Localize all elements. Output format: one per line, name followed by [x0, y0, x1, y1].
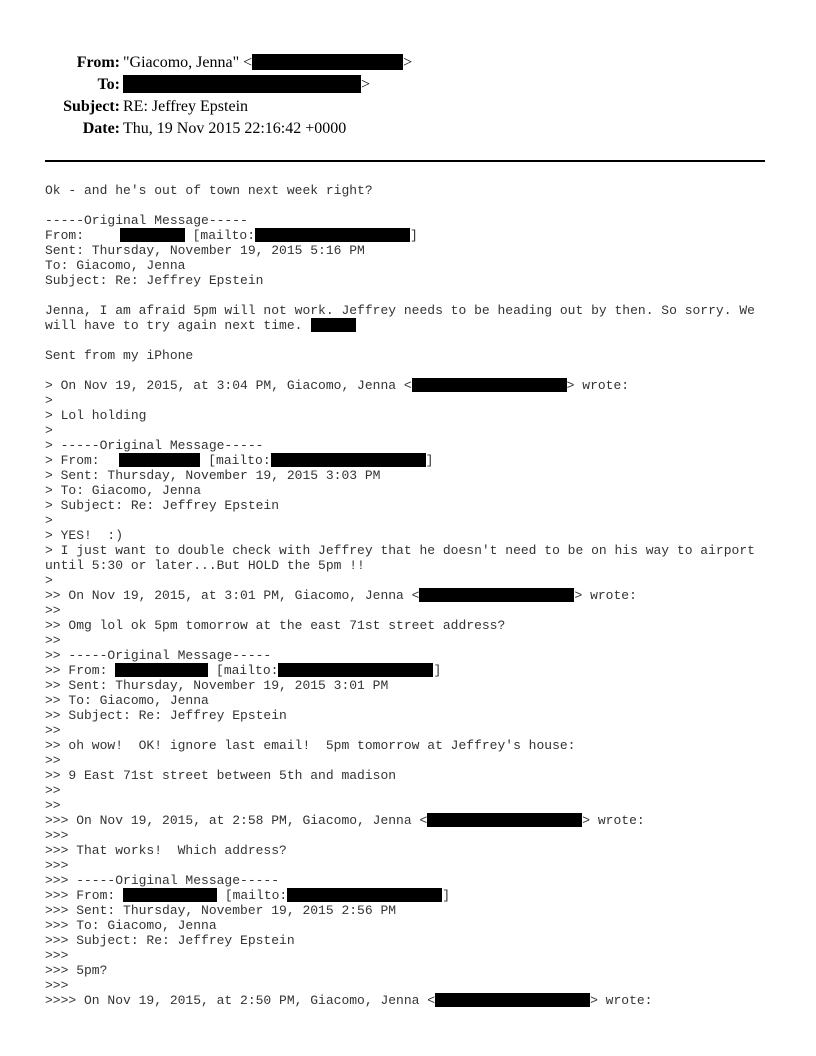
quoted-original-message-divider: > -----Original Message-----: [45, 438, 264, 453]
to-field: [0, 74, 816, 96]
attribution-prefix: >>> On Nov 19, 2015, at 2:58 PM, Giacomo, Jenna <: [45, 813, 428, 828]
mailto-prefix: [mailto:: [208, 663, 279, 678]
redaction-box: [412, 378, 567, 392]
redaction-box: [311, 318, 356, 332]
signature-line: Sent from my iPhone: [45, 348, 194, 363]
quote-marker-line: >>: [45, 798, 61, 813]
quote-attribution-line: [45, 813, 775, 828]
quoted-sent-line: >>> Sent: Thursday, November 19, 2015 2:56 PM: [45, 903, 397, 918]
mailto-prefix: [mailto:: [184, 228, 256, 243]
from-field: [0, 52, 816, 74]
redaction-box: [252, 54, 403, 70]
quoted-text-line: > YES! :): [45, 528, 124, 543]
attribution-prefix: >>>> On Nov 19, 2015, at 2:50 PM, Giacomo, Jenna <: [45, 993, 436, 1008]
original-subject-line: Subject: Re: Jeffrey Epstein: [45, 273, 264, 288]
subject-label: Subject:: [63, 98, 120, 115]
redaction-box: [255, 228, 410, 242]
quote-marker-line: >: [45, 573, 53, 588]
quoted-from-line: [45, 888, 775, 903]
quoted-text-line: until 5:30 or later...But HOLD the 5pm !!: [45, 558, 365, 573]
mailto-close: ]: [425, 453, 434, 468]
quoted-to-line: > To: Giacomo, Jenna: [45, 483, 202, 498]
quote-attribution-line: [45, 993, 775, 1008]
redaction-box: [287, 888, 442, 902]
quoted-original-message-divider: >> -----Original Message-----: [45, 648, 272, 663]
quote-marker-line: >>>: [45, 828, 69, 843]
quote-marker-line: >>: [45, 603, 61, 618]
message-text: will have to try again next time.: [45, 318, 311, 333]
attribution-prefix: >> On Nov 19, 2015, at 3:01 PM, Giacomo, Jenna <: [45, 588, 420, 603]
to-label: To:: [97, 76, 120, 93]
quoted-address-line: >> 9 East 71st street between 5th and madison: [45, 768, 397, 783]
quoted-sent-line: >> Sent: Thursday, November 19, 2015 3:01 PM: [45, 678, 389, 693]
attribution-suffix: > wrote:: [582, 813, 645, 828]
quote-marker-line: >>>: [45, 978, 69, 993]
redaction-box: [120, 228, 185, 242]
date-value: Thu, 19 Nov 2015 22:16:42 +0000: [123, 120, 347, 137]
redaction-box: [271, 453, 426, 467]
quoted-to-line: >> To: Giacomo, Jenna: [45, 693, 209, 708]
from-prefix: > From:: [45, 453, 108, 468]
quoted-subject-line: >>> Subject: Re: Jeffrey Epstein: [45, 933, 295, 948]
original-from-line: [45, 228, 775, 243]
quote-marker-line: >>: [45, 753, 61, 768]
quoted-text-line: >>> That works! Which address?: [45, 843, 287, 858]
quote-marker-line: >>: [45, 723, 61, 738]
mailto-close: ]: [410, 228, 418, 243]
quote-marker-line: >>: [45, 633, 61, 648]
quote-marker-line: >: [45, 513, 53, 528]
quoted-text-line: > Lol holding: [45, 408, 147, 423]
blank-line: [45, 363, 775, 378]
mailto-prefix: [mailto:: [217, 888, 288, 903]
subject-field: [0, 96, 816, 118]
email-body: [45, 183, 775, 1008]
redaction-box: [119, 453, 200, 467]
header-divider: [45, 160, 765, 162]
redaction-box: [123, 888, 217, 902]
email-header: [0, 0, 816, 150]
redaction-box: [419, 588, 574, 602]
quoted-subject-line: > Subject: Re: Jeffrey Epstein: [45, 498, 280, 513]
quote-attribution-line: [45, 588, 775, 603]
message-text-line: [45, 318, 775, 333]
original-message-divider: -----Original Message-----: [45, 213, 248, 228]
quote-marker-line: >>: [45, 783, 61, 798]
quoted-from-line: [45, 453, 775, 468]
quote-attribution-line: [45, 378, 775, 393]
redaction-box: [427, 813, 582, 827]
redaction-box: [278, 663, 433, 677]
message-text-line: Jenna, I am afraid 5pm will not work. Jeffrey needs to be heading out by then. So sorry. We: [45, 303, 755, 318]
blank-line: [45, 198, 775, 213]
blank-line: [45, 288, 775, 303]
quoted-from-line: [45, 663, 775, 678]
redaction-box: [123, 75, 361, 93]
date-label: Date:: [82, 120, 120, 137]
quote-marker-line: >>>: [45, 948, 69, 963]
quoted-original-message-divider: >>> -----Original Message-----: [45, 873, 280, 888]
from-prefix: From:: [45, 228, 92, 243]
quoted-text-line: >> Omg lol ok 5pm tomorrow at the east 71st street address?: [45, 618, 506, 633]
quote-marker-line: >: [45, 393, 53, 408]
quoted-text-line: >> oh wow! OK! ignore last email! 5pm tomorrow at Jeffrey's house:: [45, 738, 576, 753]
to-close-bracket: >: [361, 76, 371, 93]
from-prefix: >> From:: [45, 663, 116, 678]
attribution-suffix: > wrote:: [574, 588, 637, 603]
from-sender-name: "Giacomo, Jenna" <: [123, 54, 253, 71]
mailto-prefix: [mailto:: [200, 453, 271, 468]
quoted-subject-line: >> Subject: Re: Jeffrey Epstein: [45, 708, 287, 723]
mailto-close: ]: [442, 888, 451, 903]
quoted-text-line: > I just want to double check with Jeffrey that he doesn't need to be on his way to airport: [45, 543, 755, 558]
reply-text: Ok - and he's out of town next week right?: [45, 183, 373, 198]
from-value: [123, 52, 412, 74]
attribution-suffix: > wrote:: [590, 993, 653, 1008]
date-field: [0, 118, 816, 140]
subject-value: RE: Jeffrey Epstein: [123, 98, 249, 115]
quoted-sent-line: > Sent: Thursday, November 19, 2015 3:03 PM: [45, 468, 381, 483]
from-label: From:: [76, 54, 120, 71]
from-prefix: >>> From:: [45, 888, 124, 903]
quoted-to-line: >>> To: Giacomo, Jenna: [45, 918, 217, 933]
quote-marker-line: >>>: [45, 858, 69, 873]
mailto-close: ]: [433, 663, 442, 678]
original-sent-line: Sent: Thursday, November 19, 2015 5:16 PM: [45, 243, 365, 258]
redaction-box: [435, 993, 590, 1007]
attribution-prefix: > On Nov 19, 2015, at 3:04 PM, Giacomo, Jenna <: [45, 378, 412, 393]
redaction-box: [115, 663, 208, 677]
quoted-text-line: >>> 5pm?: [45, 963, 108, 978]
blank-line: [45, 333, 775, 348]
to-value: [123, 74, 370, 96]
attribution-suffix: > wrote:: [566, 378, 630, 393]
from-close-bracket: >: [403, 54, 413, 71]
original-to-line: To: Giacomo, Jenna: [45, 258, 186, 273]
quote-marker-line: >: [45, 423, 53, 438]
